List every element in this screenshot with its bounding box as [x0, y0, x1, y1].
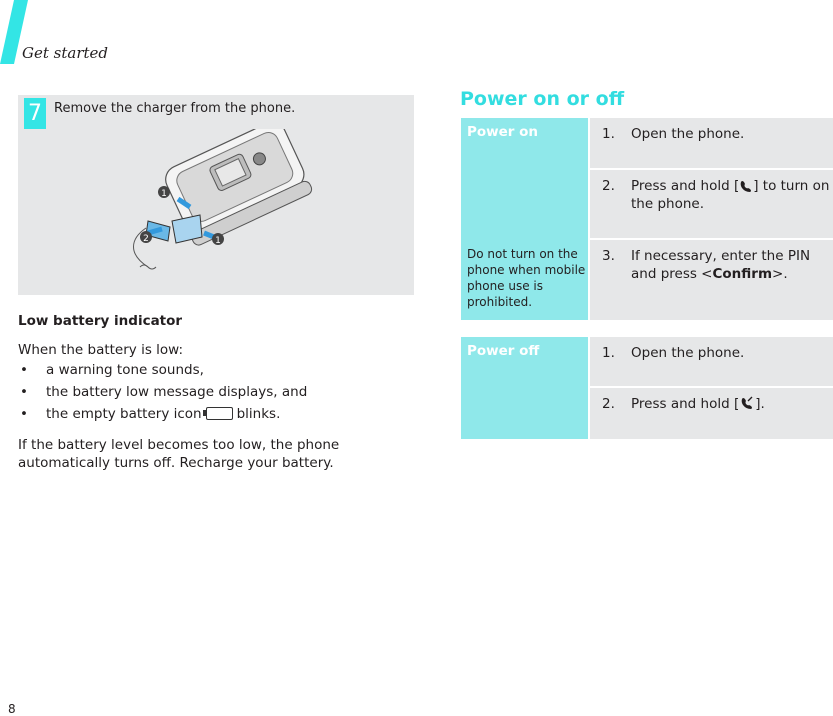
- low-battery-list: [18, 361, 307, 427]
- svg-text:1: 1: [161, 189, 167, 199]
- low-battery-lead: When the battery is low:: [18, 342, 184, 358]
- list-item: • the battery low message displays, and: [20, 384, 308, 400]
- empty-battery-icon: [206, 407, 233, 420]
- end-key-icon: [739, 395, 755, 411]
- list-item: • a warning tone sounds,: [20, 362, 204, 378]
- page-header-title: Get started: [22, 44, 109, 62]
- step-7-panel: [18, 95, 414, 295]
- step-number: 7: [24, 98, 46, 129]
- page-number: 8: [8, 702, 16, 716]
- low-battery-paragraph: If the battery level becomes too low, the phone automatically turns off. Recharge your battery.: [18, 437, 340, 471]
- svg-text:1: 1: [215, 236, 221, 246]
- table-row: 1. Open the phone.: [590, 118, 833, 168]
- list-item: • the empty battery icon blinks.: [20, 406, 281, 422]
- table-row: 2. Press and hold [ ] to turn on the phone.: [590, 170, 833, 238]
- section-title: Power on or off: [460, 88, 625, 110]
- power-on-label-cell: [461, 118, 588, 320]
- low-battery-heading: Low battery indicator: [18, 313, 183, 329]
- table-row: 2. Press and hold [ ].: [590, 388, 833, 439]
- phone-charger-illustration: [118, 129, 328, 279]
- table-row: 1. Open the phone.: [590, 337, 833, 386]
- power-on-label: Power on: [467, 124, 539, 140]
- svg-text:2: 2: [143, 234, 149, 244]
- send-key-icon: [739, 179, 753, 193]
- table-row: 3. If necessary, enter the PIN and press <Confirm>.: [590, 240, 833, 320]
- step-text: Remove the charger from the phone.: [54, 101, 296, 116]
- power-on-note: Do not turn on the phone when mobile phone use is prohibited.: [467, 247, 586, 309]
- power-off-label: Power off: [467, 343, 540, 359]
- power-off-label-cell: [461, 337, 588, 439]
